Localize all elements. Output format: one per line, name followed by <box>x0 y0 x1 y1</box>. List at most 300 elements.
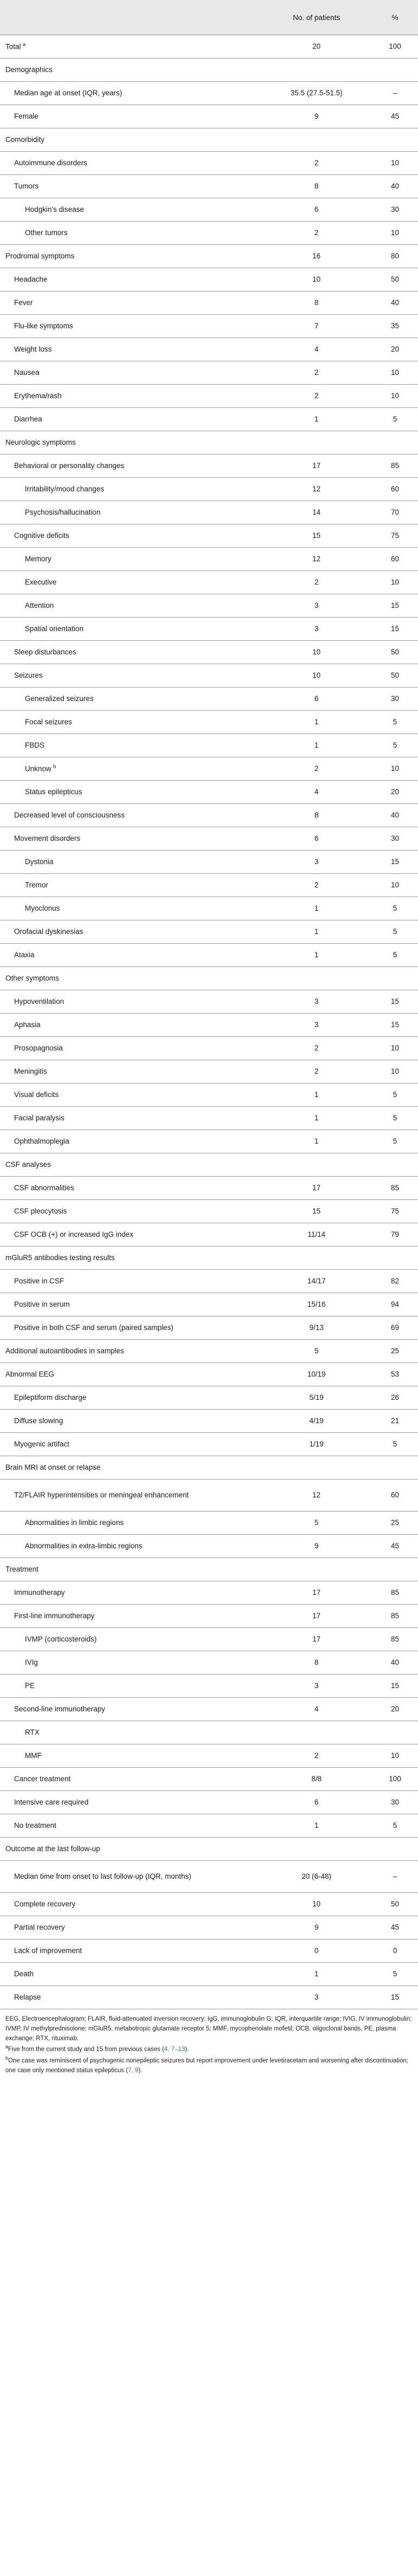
percent-cell <box>372 967 418 990</box>
row-label: Median age at onset (IQR, years) <box>14 88 122 97</box>
patient-count-cell: 6 <box>261 198 372 222</box>
percent-cell: 20 <box>372 338 418 361</box>
table-row <box>0 35 418 59</box>
table-row <box>0 291 418 315</box>
table-row <box>0 1060 418 1083</box>
row-label: Complete recovery <box>14 1899 76 1908</box>
patient-count-cell: 1 <box>261 920 372 944</box>
patient-count-cell: 10/19 <box>261 1363 372 1386</box>
row-label: Meningitis <box>14 1067 47 1075</box>
percent-cell <box>372 431 418 455</box>
table-row <box>0 1986 418 2009</box>
table-row <box>0 222 418 245</box>
table-row <box>0 1316 418 1340</box>
row-label-cell <box>0 1363 261 1386</box>
patient-count-cell: 17 <box>261 1605 372 1628</box>
row-label-cell <box>0 641 261 664</box>
table-row <box>0 944 418 967</box>
percent-cell: 5 <box>372 1963 418 1986</box>
patient-count-cell: 6 <box>261 687 372 711</box>
table-row <box>0 245 418 268</box>
percent-cell: 100 <box>372 35 418 59</box>
patient-count-cell: 2 <box>261 1060 372 1083</box>
footnote-marker[interactable]: b <box>53 763 56 769</box>
percent-cell <box>372 1838 418 1861</box>
percent-cell: 60 <box>372 548 418 571</box>
percent-cell <box>372 1721 418 1744</box>
row-label-cell <box>0 1963 261 1986</box>
patient-count-cell: 3 <box>261 990 372 1014</box>
row-label-cell <box>0 1986 261 2009</box>
row-label: Psychosis/hallucination <box>25 508 101 516</box>
patient-count-cell: 16 <box>261 245 372 268</box>
row-label-cell <box>0 548 261 571</box>
row-label: Diarrhea <box>14 414 42 423</box>
table-row <box>0 152 418 175</box>
abbreviations-note: EEG, Electroencephalogram; FLAIR, fluid-attenuated inversion recovery; IgG, immunoglobulin G; IQR, interquartile range; IVIG, IV immunoglobulin; IVMP, IV methylprednisolone; mGluR5, metabotropic glutamate receptor 5; MMF, mycophenolate mofetil; OCB, oligoclonal bands, PE, plasma exchange; RTX, rituximab. <box>5 2016 412 2042</box>
row-label-cell <box>0 315 261 338</box>
row-label-cell <box>0 524 261 548</box>
row-label-cell <box>0 1628 261 1651</box>
row-label-cell <box>0 1177 261 1200</box>
row-label-cell <box>0 105 261 128</box>
row-label: Weight loss <box>14 345 52 353</box>
row-label: Executive <box>25 578 57 586</box>
table-row <box>0 1744 418 1768</box>
percent-cell <box>372 1558 418 1581</box>
patient-count-cell: 9 <box>261 105 372 128</box>
row-label-cell <box>0 1223 261 1247</box>
percent-cell: 40 <box>372 1651 418 1675</box>
row-label: PE <box>25 1681 35 1690</box>
row-label: Facial paralysis <box>14 1113 65 1122</box>
percent-cell <box>372 1456 418 1480</box>
table-row <box>0 548 418 571</box>
row-label-cell <box>0 431 261 455</box>
patient-count-cell: 2 <box>261 1744 372 1768</box>
patient-count-cell: 8 <box>261 1651 372 1675</box>
row-label-cell <box>0 1605 261 1628</box>
row-label: IVMP (corticosteroids) <box>25 1634 97 1643</box>
row-label: First-line immunotherapy <box>14 1611 95 1620</box>
row-label: Aphasia <box>14 1020 41 1029</box>
percent-cell: – <box>372 1861 418 1893</box>
table-row <box>0 455 418 478</box>
percent-cell: 85 <box>372 1581 418 1605</box>
patient-count-cell: 3 <box>261 1675 372 1698</box>
percent-cell: 20 <box>372 781 418 804</box>
row-label: Generalized seizures <box>25 694 94 703</box>
percent-cell: 85 <box>372 1605 418 1628</box>
row-label-cell <box>0 734 261 757</box>
row-label-cell <box>0 920 261 944</box>
row-label: Fever <box>14 298 33 307</box>
percent-cell: 5 <box>372 408 418 431</box>
percent-cell: 5 <box>372 734 418 757</box>
patient-count-cell: 10 <box>261 641 372 664</box>
patient-count-cell: 5 <box>261 1340 372 1363</box>
table-row <box>0 315 418 338</box>
table-row <box>0 897 418 920</box>
percent-cell: – <box>372 82 418 105</box>
row-label-cell <box>0 1200 261 1223</box>
table-row <box>0 1130 418 1153</box>
patient-count-cell: 9/13 <box>261 1316 372 1340</box>
row-label-cell <box>0 222 261 245</box>
table-row <box>0 711 418 734</box>
row-label: FBDS <box>25 741 45 749</box>
row-label-cell <box>0 1456 261 1480</box>
row-label: Ophthalmoplegia <box>14 1137 70 1145</box>
row-label-cell <box>0 128 261 152</box>
row-label-cell <box>0 571 261 594</box>
row-label-cell <box>0 1939 261 1963</box>
row-label: Positive in serum <box>14 1300 70 1308</box>
percent-cell: 79 <box>372 1223 418 1247</box>
row-label-cell <box>0 1130 261 1153</box>
patient-count-cell: 8 <box>261 291 372 315</box>
percent-cell: 85 <box>372 1177 418 1200</box>
row-label: Ataxia <box>14 950 35 959</box>
row-label: Flu-like symptoms <box>14 321 73 330</box>
row-label: Lack of improvement <box>14 1946 82 1955</box>
patient-count-cell: 3 <box>261 594 372 618</box>
patient-count-cell: 1 <box>261 1083 372 1107</box>
row-label: Dystonia <box>25 857 54 866</box>
table-row <box>0 268 418 291</box>
percent-cell: 80 <box>372 245 418 268</box>
footnote-b <box>5 2055 413 2075</box>
patient-count-cell: 0 <box>261 1939 372 1963</box>
section-row <box>0 431 418 455</box>
patient-count-cell <box>261 1838 372 1861</box>
table-row <box>0 501 418 524</box>
percent-cell: 15 <box>372 990 418 1014</box>
table-row <box>0 734 418 757</box>
patient-count-cell: 8 <box>261 804 372 827</box>
patient-count-cell: 17 <box>261 1628 372 1651</box>
row-label: Positive in CSF <box>14 1276 64 1285</box>
row-label: Hypoventilation <box>14 997 64 1005</box>
row-label: Female <box>14 112 39 120</box>
row-label: Death <box>14 1969 34 1978</box>
row-label-cell <box>0 967 261 990</box>
table-row <box>0 1223 418 1247</box>
patient-count-cell: 9 <box>261 1535 372 1558</box>
table-row <box>0 1768 418 1791</box>
percent-cell: 30 <box>372 198 418 222</box>
patient-count-cell: 12 <box>261 548 372 571</box>
percent-cell: 50 <box>372 664 418 687</box>
patient-count-cell: 2 <box>261 874 372 897</box>
table-row <box>0 1814 418 1838</box>
row-label: Unknow <box>25 764 51 773</box>
percent-cell: 15 <box>372 594 418 618</box>
percent-cell: 25 <box>372 1340 418 1363</box>
section-row <box>0 1558 418 1581</box>
patient-count-cell: 8 <box>261 175 372 198</box>
patient-count-cell <box>261 128 372 152</box>
table-row <box>0 1861 418 1893</box>
row-label: Decreased level of consciousness <box>14 810 125 819</box>
row-label: Focal seizures <box>25 717 73 726</box>
percent-cell <box>372 1247 418 1270</box>
row-label: Cognitive deficits <box>14 531 70 540</box>
patient-count-cell: 1 <box>261 408 372 431</box>
row-label-cell <box>0 361 261 385</box>
table-row <box>0 804 418 827</box>
percent-cell: 10 <box>372 1744 418 1768</box>
row-label-cell <box>0 687 261 711</box>
row-label-cell <box>0 152 261 175</box>
row-label: CSF abnormalities <box>14 1183 75 1192</box>
row-label: CSF OCB (+) or increased IgG index <box>14 1230 134 1238</box>
row-label-cell <box>0 1107 261 1130</box>
table-row <box>0 175 418 198</box>
patient-count-cell: 5/19 <box>261 1386 372 1410</box>
table-row <box>0 1363 418 1386</box>
row-label-cell <box>0 1014 261 1037</box>
patient-count-cell: 14/17 <box>261 1270 372 1293</box>
percent-cell: 15 <box>372 1014 418 1037</box>
row-label: Immunotherapy <box>14 1588 65 1597</box>
row-label-cell <box>0 944 261 967</box>
patient-count-cell: 14 <box>261 501 372 524</box>
patient-count-cell <box>261 1558 372 1581</box>
row-label-cell <box>0 338 261 361</box>
patient-count-cell: 4 <box>261 1698 372 1721</box>
footnote-a-refs-link[interactable]: 4, 7–13 <box>164 2046 185 2053</box>
percent-cell: 50 <box>372 641 418 664</box>
patient-count-cell <box>261 431 372 455</box>
table-row <box>0 105 418 128</box>
table-row <box>0 851 418 874</box>
percent-cell: 25 <box>372 1511 418 1535</box>
percent-cell: 85 <box>372 455 418 478</box>
patient-count-cell: 2 <box>261 1037 372 1060</box>
patient-count-cell: 12 <box>261 478 372 501</box>
percent-cell: 70 <box>372 501 418 524</box>
patient-count-cell: 20 <box>261 35 372 59</box>
row-label-cell <box>0 291 261 315</box>
patient-count-cell <box>261 1153 372 1177</box>
row-label: No treatment <box>14 1821 57 1829</box>
row-label-cell <box>0 245 261 268</box>
row-label-cell <box>0 1916 261 1939</box>
table-row <box>0 664 418 687</box>
patient-count-cell: 1 <box>261 1107 372 1130</box>
table-row <box>0 1791 418 1814</box>
table-header-row <box>0 0 418 35</box>
patient-count-cell: 1 <box>261 1963 372 1986</box>
row-label-cell <box>0 664 261 687</box>
table-row <box>0 1939 418 1963</box>
table-row <box>0 1293 418 1316</box>
percent-cell: 5 <box>372 1814 418 1838</box>
row-label-cell <box>0 59 261 82</box>
row-label: Total <box>5 42 21 51</box>
percent-cell: 94 <box>372 1293 418 1316</box>
row-label: Memory <box>25 554 51 563</box>
table-row <box>0 478 418 501</box>
percent-cell: 10 <box>372 361 418 385</box>
row-label: Partial recovery <box>14 1923 65 1931</box>
percent-cell: 15 <box>372 1675 418 1698</box>
row-label-cell <box>0 1744 261 1768</box>
patient-count-cell: 1 <box>261 1130 372 1153</box>
row-label: Additional autoantibodies in samples <box>5 1346 125 1355</box>
patient-count-cell: 2 <box>261 361 372 385</box>
table-row <box>0 361 418 385</box>
table-row <box>0 1651 418 1675</box>
percent-cell: 10 <box>372 1037 418 1060</box>
row-label-cell <box>0 851 261 874</box>
row-label: Epileptiform discharge <box>14 1393 87 1401</box>
section-row <box>0 1456 418 1480</box>
row-label: Positive in both CSF and serum (paired samples) <box>14 1323 174 1332</box>
patient-count-cell: 15/16 <box>261 1293 372 1316</box>
footnote-marker[interactable]: a <box>23 41 26 47</box>
row-label-cell <box>0 897 261 920</box>
table-row <box>0 1410 418 1433</box>
percent-cell: 20 <box>372 1698 418 1721</box>
table-row <box>0 687 418 711</box>
row-label-cell <box>0 827 261 851</box>
table-row <box>0 1037 418 1060</box>
row-label-cell <box>0 990 261 1014</box>
table-row <box>0 757 418 781</box>
row-label: Nausea <box>14 368 40 377</box>
patient-count-cell: 17 <box>261 1177 372 1200</box>
row-label-cell <box>0 175 261 198</box>
section-title: Comorbidity <box>5 135 45 144</box>
patient-count-cell: 11/14 <box>261 1223 372 1247</box>
row-label: Intensive care required <box>14 1798 89 1806</box>
row-label: Cancer treatment <box>14 1774 71 1783</box>
table-row <box>0 1963 418 1986</box>
table-row <box>0 1200 418 1223</box>
section-title: mGluR5 antibodies testing results <box>5 1253 115 1262</box>
percent-cell: 82 <box>372 1270 418 1293</box>
percent-cell: 100 <box>372 1768 418 1791</box>
row-label: T2/FLAIR hyperintensities or meningeal enhancement <box>14 1490 189 1499</box>
row-label: Relapse <box>14 1993 41 2001</box>
row-label-cell <box>0 1037 261 1060</box>
percent-cell: 5 <box>372 1083 418 1107</box>
percent-cell: 10 <box>372 571 418 594</box>
footnote-a-text: Five from the current study and 15 from previous cases ( <box>8 2046 165 2053</box>
patient-count-cell: 3 <box>261 851 372 874</box>
table-row <box>0 1107 418 1130</box>
percent-cell: 5 <box>372 1130 418 1153</box>
percent-cell: 10 <box>372 757 418 781</box>
table-footnotes <box>0 2009 418 2076</box>
row-label-cell <box>0 1675 261 1698</box>
row-label-cell <box>0 1861 261 1893</box>
section-row <box>0 59 418 82</box>
percent-cell: 10 <box>372 385 418 408</box>
row-label-cell <box>0 501 261 524</box>
patient-count-cell: 5 <box>261 1511 372 1535</box>
row-label-cell <box>0 618 261 641</box>
patient-count-cell: 2 <box>261 152 372 175</box>
row-label: Orofacial dyskinesias <box>14 927 83 936</box>
row-label-cell <box>0 1060 261 1083</box>
patient-count-cell: 8/8 <box>261 1768 372 1791</box>
table-row <box>0 385 418 408</box>
row-label-cell <box>0 1316 261 1340</box>
footnote-b-refs-link[interactable]: 7, 9 <box>128 2067 139 2074</box>
patient-count-cell: 2 <box>261 571 372 594</box>
row-label-cell <box>0 711 261 734</box>
row-label: Other tumors <box>25 228 68 237</box>
row-label: Movement disorders <box>14 834 81 842</box>
table-row <box>0 920 418 944</box>
patient-count-cell: 20 (6-48) <box>261 1861 372 1893</box>
row-label: Second-line immunotherapy <box>14 1704 106 1713</box>
row-label-cell <box>0 1651 261 1675</box>
table-row <box>0 524 418 548</box>
percent-cell: 15 <box>372 618 418 641</box>
table-row <box>0 1014 418 1037</box>
row-label: Myogenic artifact <box>14 1439 70 1448</box>
table-row <box>0 1581 418 1605</box>
patient-count-cell: 1 <box>261 897 372 920</box>
row-label-cell <box>0 1480 261 1511</box>
percent-cell: 5 <box>372 944 418 967</box>
row-label-cell <box>0 1791 261 1814</box>
row-label: Abnormalities in limbic regions <box>25 1518 124 1527</box>
row-label: Attention <box>25 601 54 609</box>
footnote-b-mark: b <box>5 2055 9 2061</box>
row-label: Abnormalities in extra-limbic regions <box>25 1541 142 1550</box>
footnote-a <box>5 2043 413 2055</box>
table-row <box>0 1698 418 1721</box>
row-label-cell <box>0 594 261 618</box>
table-row <box>0 1675 418 1698</box>
row-label: Abnormal EEG <box>5 1370 55 1378</box>
row-label-cell <box>0 1893 261 1916</box>
row-label-cell <box>0 1433 261 1456</box>
percent-cell <box>372 128 418 152</box>
section-title: Neurologic symptoms <box>5 438 76 446</box>
percent-cell: 53 <box>372 1363 418 1386</box>
footnote-a-end: ). <box>185 2046 189 2053</box>
percent-cell <box>372 59 418 82</box>
patient-count-cell: 17 <box>261 1581 372 1605</box>
percent-cell: 45 <box>372 105 418 128</box>
row-label-cell <box>0 1581 261 1605</box>
patient-count-cell <box>261 967 372 990</box>
patient-count-cell: 9 <box>261 1916 372 1939</box>
table-row <box>0 1386 418 1410</box>
row-label: Diffuse slowing <box>14 1416 63 1425</box>
row-label: Erythema/rash <box>14 391 62 400</box>
percent-cell: 50 <box>372 268 418 291</box>
header-percent: % <box>372 0 418 35</box>
percent-cell <box>372 1153 418 1177</box>
table-row <box>0 571 418 594</box>
table-row <box>0 990 418 1014</box>
row-label-cell <box>0 1558 261 1581</box>
row-label-cell <box>0 1768 261 1791</box>
table-row <box>0 618 418 641</box>
percent-cell: 5 <box>372 897 418 920</box>
table-row <box>0 1628 418 1651</box>
patient-count-cell: 2 <box>261 222 372 245</box>
percent-cell: 10 <box>372 1060 418 1083</box>
row-label: Tremor <box>25 880 48 889</box>
